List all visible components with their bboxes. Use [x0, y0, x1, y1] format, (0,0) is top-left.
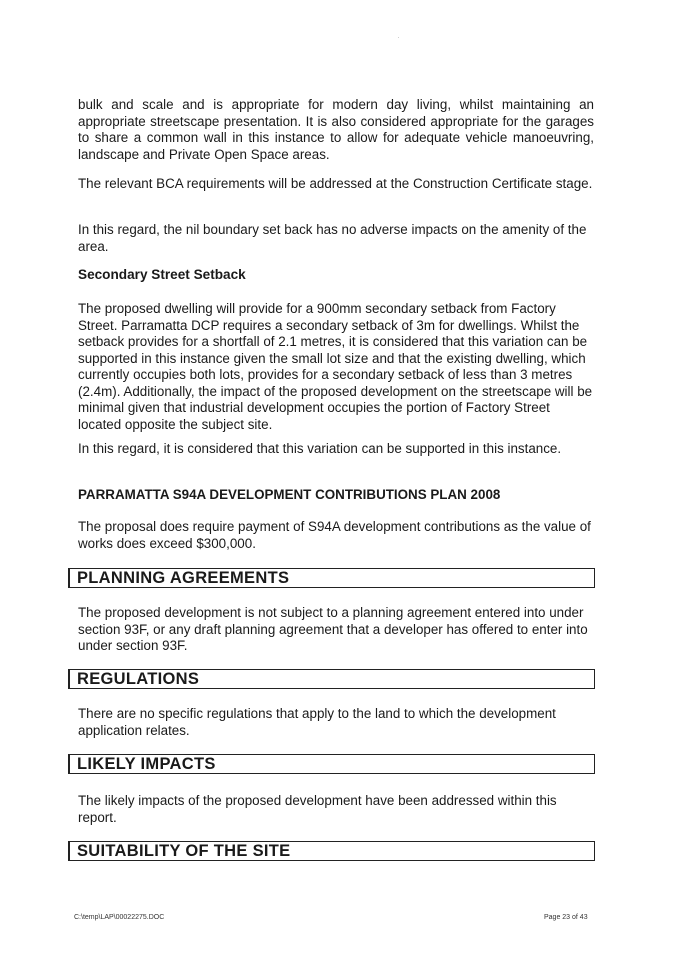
- paragraph-bulk-scale: [78, 97, 594, 163]
- section-heading-suitability: [68, 841, 595, 861]
- section-heading-likely-impacts: [68, 754, 595, 774]
- section-title: PLANNING AGREEMENTS: [77, 569, 290, 587]
- paragraph-text: In this regard, the nil boundary set back has no adverse impacts on the amenity of the area.: [78, 222, 587, 254]
- paragraph-contributions: [78, 519, 594, 552]
- section-title: LIKELY IMPACTS: [77, 755, 216, 773]
- paragraph-planning-agreements: [78, 605, 594, 655]
- footer-file-path: C:\temp\LAP\00022275.DOC: [74, 914, 165, 921]
- paragraph-secondary-setback: [78, 301, 594, 433]
- paragraph-text: The proposal does require payment of S94A development contributions as the value of works does exceed $300,000.: [78, 519, 591, 551]
- section-title: SUITABILITY OF THE SITE: [77, 842, 291, 860]
- paragraph-text: The likely impacts of the proposed development have been addressed within this report.: [78, 793, 557, 825]
- paragraph-text: The relevant BCA requirements will be addressed at the Construction Certificate stage.: [78, 176, 593, 191]
- paragraph-bca: [78, 176, 594, 193]
- paragraph-regulations: [78, 706, 594, 739]
- contributions-plan-heading: [78, 487, 594, 502]
- subheading-text: Secondary Street Setback: [78, 267, 246, 282]
- paragraph-text: There are no specific regulations that apply to the land to which the development application relates.: [78, 706, 556, 738]
- paragraph-text: In this regard, it is considered that this variation can be supported in this instance.: [78, 441, 562, 456]
- paragraph-text: The proposed dwelling will provide for a 900mm secondary setback from Factory Street. Parramatta DCP requires a secondary setback of 3m for dwellings. Whilst the setback provides for a shortfall of 2.1 metres, it is considered that this variation can be supported in this instance given the small lot size and that the existing dwelling, which currently occupies both lots, provides for a secondary setback of less than 3 metres (2.4m). Additionally, the impact of the proposed development on the streetscape will be minimal given that industrial development occupies the portion of Factory Street located opposite the subject site.: [78, 301, 593, 432]
- section-heading-planning-agreements: [68, 568, 595, 588]
- heading-text: PARRAMATTA S94A DEVELOPMENT CONTRIBUTIONS PLAN 2008: [78, 487, 501, 502]
- paragraph-text: The proposed development is not subject to a planning agreement entered into under section 93F, or any draft planning agreement that a developer has offered to enter into under section 93F.: [78, 605, 588, 653]
- paragraph-likely-impacts: [78, 793, 594, 826]
- paragraph-nil-boundary: [78, 222, 594, 255]
- paragraph-text: bulk and scale and is appropriate for modern day living, whilst maintaining an appropriate streetscape presentation. It is also considered appropriate for the garages to share a common wall in this instance to allow for adequate vehicle manoeuvring, landscape and Private Open Space areas.: [78, 97, 594, 162]
- section-title: REGULATIONS: [77, 670, 200, 688]
- section-heading-regulations: [68, 669, 595, 689]
- secondary-setback-heading: [78, 267, 594, 282]
- footer-page-number: Page 23 of 43: [544, 914, 588, 921]
- scan-speck: [398, 37, 399, 38]
- paragraph-variation: [78, 441, 594, 458]
